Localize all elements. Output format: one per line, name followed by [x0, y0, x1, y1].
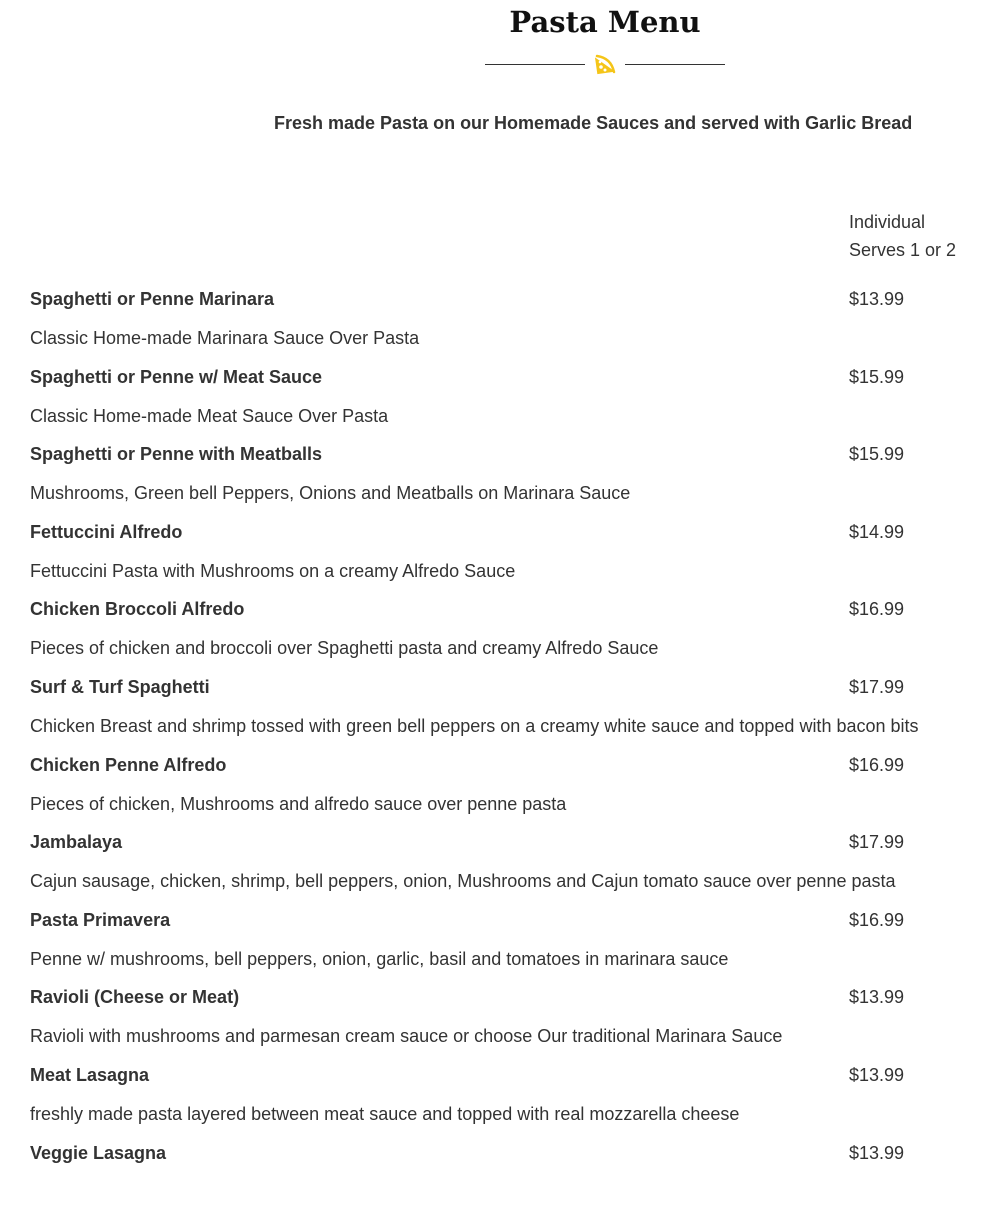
menu-item-name: Surf & Turf Spaghetti: [30, 676, 210, 697]
menu-item-description: Penne w/ mushrooms, bell peppers, onion, garlic, basil and tomatoes in marinara sauce: [30, 948, 729, 969]
menu-item-description: Cajun sausage, chicken, shrimp, bell peppers, onion, Mushrooms and Cajun tomato sauce over penne pasta: [30, 871, 896, 892]
page-title: Pasta Menu: [509, 5, 701, 39]
menu-item-description: Pieces of chicken and broccoli over Spaghetti pasta and creamy Alfredo Sauce: [30, 638, 659, 659]
menu-item-price: $13.99: [849, 289, 905, 309]
menu-item: [30, 906, 985, 984]
menu-item-price: $15.99: [849, 366, 905, 387]
menu-item-price: $13.99: [849, 1064, 905, 1085]
menu-item-price: $17.99: [849, 676, 905, 697]
menu-item: [30, 363, 985, 441]
menu-item-description: freshly made pasta layered between meat sauce and topped with real mozzarella cheese: [30, 1103, 740, 1124]
menu-item-description: Mushrooms, Green bell Peppers, Onions and Meatballs on Marinara Sauce: [30, 483, 631, 504]
menu-item-name: Spaghetti or Penne with Meatballs: [30, 444, 323, 465]
menu-item: [30, 285, 985, 363]
menu-item-price: $16.99: [849, 754, 905, 775]
menu-item-name: Chicken Penne Alfredo: [30, 754, 227, 775]
menu-item-price: $13.99: [849, 987, 905, 1008]
menu-item-description: Pieces of chicken, Mushrooms and alfredo sauce over penne pasta: [30, 793, 567, 814]
menu-item-description: Fettuccini Pasta with Mushrooms on a creamy Alfredo Sauce: [30, 560, 516, 581]
menu-item-name: Veggie Lasagna: [30, 1142, 167, 1163]
menu-item-name: Spaghetti or Penne w/ Meat Sauce: [30, 366, 323, 387]
price-column-label: Individual: [849, 212, 926, 232]
menu-item-price: $17.99: [849, 832, 905, 853]
menu-item-name: Jambalaya: [30, 832, 123, 853]
menu-item: [30, 751, 985, 829]
pizza-slice-icon: [593, 52, 617, 76]
menu-item-name: Spaghetti or Penne Marinara: [30, 289, 275, 309]
menu-item-price: $14.99: [849, 521, 905, 542]
menu-item-name: Meat Lasagna: [30, 1064, 150, 1085]
menu-item: [30, 518, 985, 596]
menu-item-description: Chicken Breast and shrimp tossed with green bell peppers on a creamy white sauce and topped with bacon bits: [30, 715, 919, 736]
menu-subtitle: Fresh made Pasta on our Homemade Sauces and served with Garlic Bread: [274, 113, 913, 133]
menu-item-price: $16.99: [849, 909, 905, 930]
menu-item-list: [30, 285, 985, 1216]
menu-item-name: Fettuccini Alfredo: [30, 521, 183, 542]
menu-item-description: Ravioli with mushrooms and parmesan cream sauce or choose Our traditional Marinara Sauce: [30, 1026, 783, 1047]
menu-item: [30, 828, 985, 906]
title-divider-left: [485, 64, 585, 65]
menu-item-name: Chicken Broccoli Alfredo: [30, 599, 245, 620]
menu-item: [30, 673, 985, 751]
menu-item-name: Ravioli (Cheese or Meat): [30, 987, 240, 1008]
menu-item: [30, 983, 985, 1061]
menu-item: [30, 1139, 985, 1216]
menu-item: [30, 440, 985, 518]
menu-item-price: $16.99: [849, 599, 905, 620]
menu-item-name: Pasta Primavera: [30, 909, 171, 930]
menu-header: [0, 0, 990, 150]
price-column-serving: Serves 1 or 2: [849, 240, 957, 260]
title-divider-right: [625, 64, 725, 65]
menu-item: [30, 1061, 985, 1139]
menu-item-price: $15.99: [849, 444, 905, 465]
menu-item-price: $13.99: [849, 1142, 905, 1163]
menu-item-description: Classic Home-made Meat Sauce Over Pasta: [30, 405, 389, 426]
price-column-header: [849, 208, 984, 264]
menu-item-description: Classic Home-made Marinara Sauce Over Pasta: [30, 328, 420, 348]
menu-item: [30, 595, 985, 673]
